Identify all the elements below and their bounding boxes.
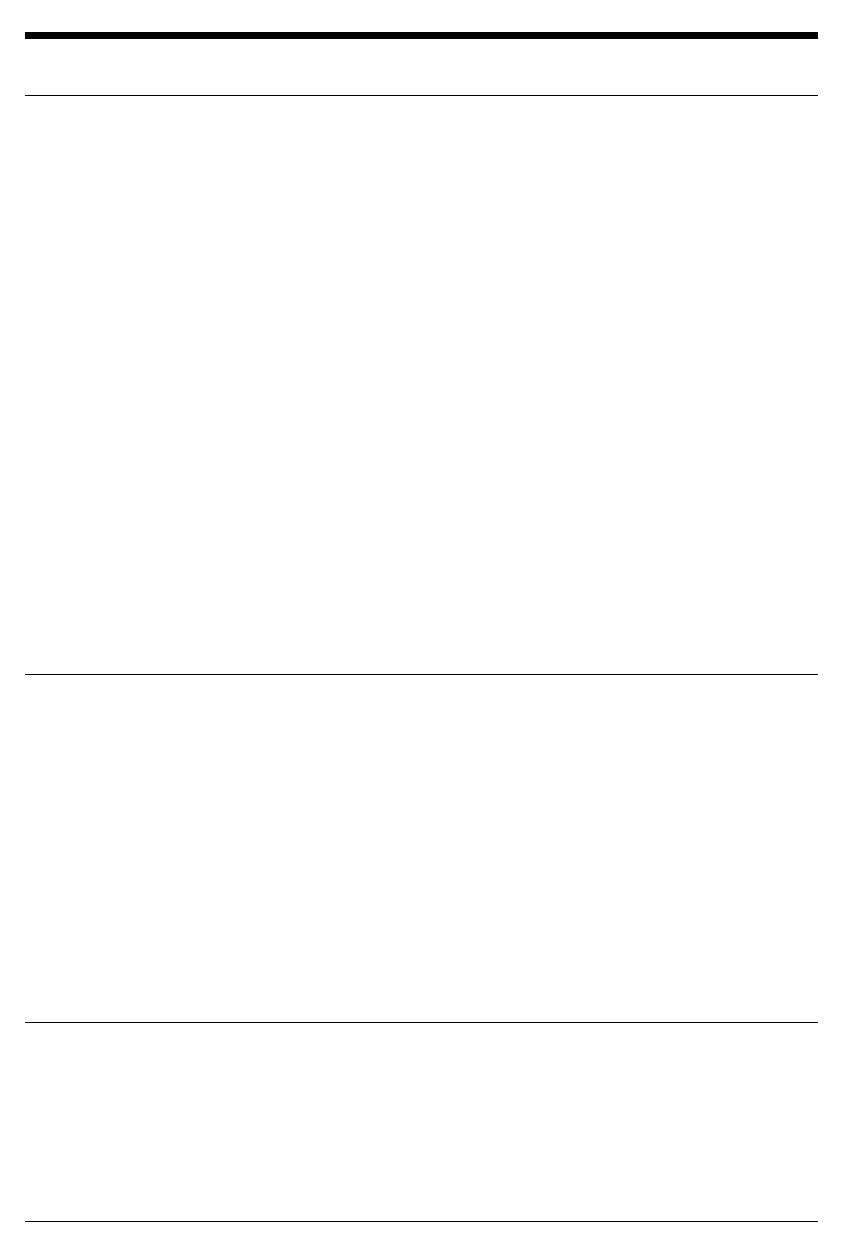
announcements-band-1 [25,675,818,1022]
page-header [25,41,818,95]
announcements-band-2 [25,1023,818,1221]
bottom-rule [25,1221,818,1222]
masthead [811,89,818,95]
header-rule [25,95,818,96]
section-title-cn [37,68,38,95]
top-article [25,104,818,668]
top-rule [25,32,818,39]
